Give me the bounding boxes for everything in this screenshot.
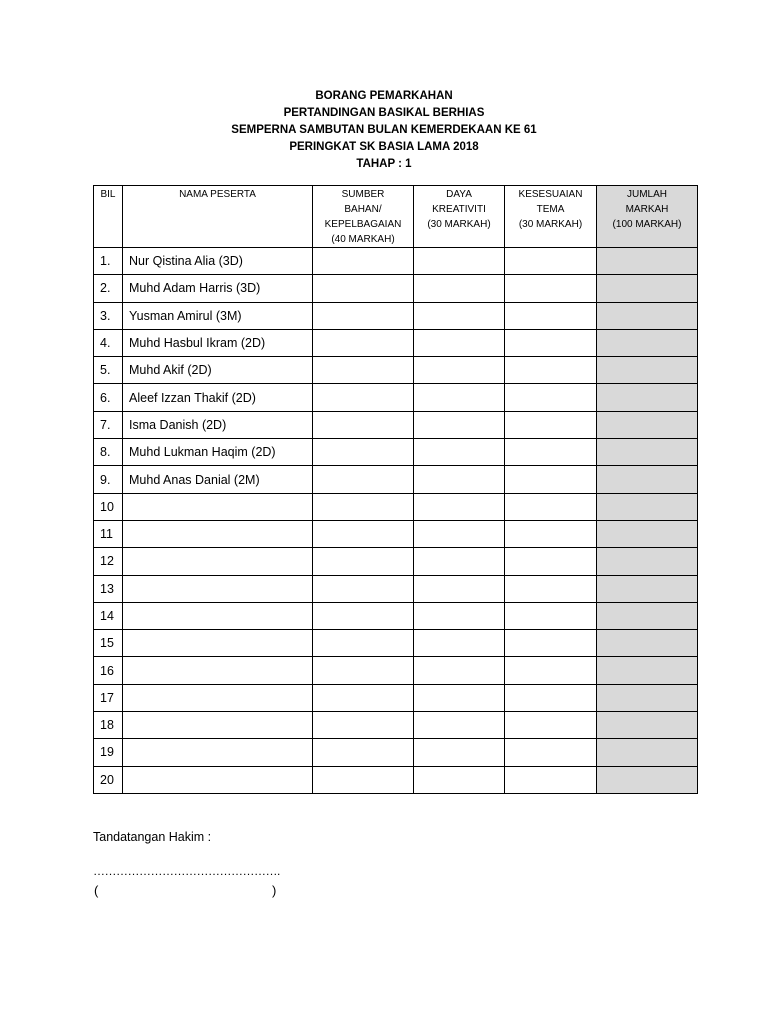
tahap: TAHAP : 1 (356, 158, 412, 170)
row-number: 8. (94, 439, 123, 466)
score-daya-cell (414, 411, 505, 438)
row-number: 7. (94, 411, 123, 438)
table-row (94, 357, 698, 384)
table-header-row (94, 186, 698, 248)
score-sumber-cell (313, 684, 414, 711)
participant-name: Aleef Izzan Thakif (2D) (123, 384, 313, 411)
scoring-table (93, 185, 698, 794)
table-row (94, 602, 698, 629)
row-number: 16 (94, 657, 123, 684)
score-kesesuaian-cell (505, 602, 597, 629)
row-number: 13 (94, 575, 123, 602)
competition-name: PERTANDINGAN BASIKAL BERHIAS (283, 107, 485, 119)
score-jumlah-cell (597, 739, 698, 766)
participant-name: Muhd Lukman Haqim (2D) (123, 439, 313, 466)
score-daya-cell (414, 657, 505, 684)
score-jumlah-cell (597, 439, 698, 466)
score-sumber-cell (313, 493, 414, 520)
participant-name (123, 657, 313, 684)
level: PERINGKAT SK BASIA LAMA 2018 (289, 141, 479, 153)
score-jumlah-cell (597, 357, 698, 384)
table-row (94, 384, 698, 411)
row-number: 9. (94, 466, 123, 493)
score-sumber-cell (313, 548, 414, 575)
score-kesesuaian-cell (505, 657, 597, 684)
table-row (94, 275, 698, 302)
score-jumlah-cell (597, 602, 698, 629)
score-sumber-cell (313, 384, 414, 411)
row-number: 18 (94, 712, 123, 739)
col-header-kesesuaian: KESESUAIAN TEMA (30 MARKAH) (505, 186, 597, 248)
score-daya-cell (414, 357, 505, 384)
score-kesesuaian-cell (505, 766, 597, 793)
score-jumlah-cell (597, 520, 698, 547)
row-number: 3. (94, 302, 123, 329)
table-row (94, 411, 698, 438)
participant-name (123, 712, 313, 739)
table-row (94, 493, 698, 520)
col-header-sumber: SUMBER BAHAN/ KEPELBAGAIAN (40 MARKAH) (313, 186, 414, 248)
score-sumber-cell (313, 575, 414, 602)
participant-name (123, 575, 313, 602)
score-daya-cell (414, 248, 505, 275)
score-jumlah-cell (597, 384, 698, 411)
score-daya-cell (414, 384, 505, 411)
col-header-daya: DAYA KREATIVITI (30 MARKAH) (414, 186, 505, 248)
participant-name (123, 766, 313, 793)
form-header (0, 88, 768, 173)
score-kesesuaian-cell (505, 684, 597, 711)
score-kesesuaian-cell (505, 439, 597, 466)
participant-name: Muhd Hasbul Ikram (2D) (123, 329, 313, 356)
occasion: SEMPERNA SAMBUTAN BULAN KEMERDEKAAN KE 61 (231, 124, 537, 136)
participant-name (123, 602, 313, 629)
score-daya-cell (414, 302, 505, 329)
table-row (94, 520, 698, 547)
name-paren-open: ( (94, 883, 99, 898)
score-sumber-cell (313, 466, 414, 493)
participant-name (123, 520, 313, 547)
score-daya-cell (414, 630, 505, 657)
score-jumlah-cell (597, 466, 698, 493)
score-jumlah-cell (597, 302, 698, 329)
table-row (94, 248, 698, 275)
score-daya-cell (414, 739, 505, 766)
score-kesesuaian-cell (505, 357, 597, 384)
score-daya-cell (414, 575, 505, 602)
score-sumber-cell (313, 329, 414, 356)
table-row (94, 739, 698, 766)
row-number: 5. (94, 357, 123, 384)
score-kesesuaian-cell (505, 493, 597, 520)
row-number: 11 (94, 520, 123, 547)
score-daya-cell (414, 684, 505, 711)
row-number: 20 (94, 766, 123, 793)
score-kesesuaian-cell (505, 630, 597, 657)
score-daya-cell (414, 275, 505, 302)
col-header-jumlah: JUMLAH MARKAH (100 MARKAH) (597, 186, 698, 248)
table-row (94, 466, 698, 493)
score-kesesuaian-cell (505, 712, 597, 739)
score-jumlah-cell (597, 766, 698, 793)
score-jumlah-cell (597, 493, 698, 520)
signature-line: …………………………………………. (93, 864, 280, 878)
table-row (94, 329, 698, 356)
row-number: 2. (94, 275, 123, 302)
score-sumber-cell (313, 766, 414, 793)
score-kesesuaian-cell (505, 275, 597, 302)
table-row (94, 657, 698, 684)
row-number: 4. (94, 329, 123, 356)
name-paren-close: ) (272, 883, 277, 898)
score-sumber-cell (313, 739, 414, 766)
participant-name (123, 739, 313, 766)
row-number: 12 (94, 548, 123, 575)
participant-name: Isma Danish (2D) (123, 411, 313, 438)
score-sumber-cell (313, 357, 414, 384)
score-sumber-cell (313, 630, 414, 657)
table-row (94, 548, 698, 575)
row-number: 14 (94, 602, 123, 629)
score-jumlah-cell (597, 275, 698, 302)
participant-name: Nur Qistina Alia (3D) (123, 248, 313, 275)
row-number: 19 (94, 739, 123, 766)
participant-name: Muhd Anas Danial (2M) (123, 466, 313, 493)
score-daya-cell (414, 548, 505, 575)
score-kesesuaian-cell (505, 384, 597, 411)
score-kesesuaian-cell (505, 302, 597, 329)
score-kesesuaian-cell (505, 411, 597, 438)
score-sumber-cell (313, 411, 414, 438)
row-number: 1. (94, 248, 123, 275)
participant-name (123, 684, 313, 711)
score-daya-cell (414, 520, 505, 547)
score-sumber-cell (313, 602, 414, 629)
table-row (94, 766, 698, 793)
table-row (94, 684, 698, 711)
participant-name (123, 630, 313, 657)
score-jumlah-cell (597, 411, 698, 438)
score-sumber-cell (313, 275, 414, 302)
participant-name (123, 493, 313, 520)
participant-name: Muhd Akif (2D) (123, 357, 313, 384)
score-kesesuaian-cell (505, 466, 597, 493)
score-jumlah-cell (597, 548, 698, 575)
score-sumber-cell (313, 657, 414, 684)
score-daya-cell (414, 466, 505, 493)
table-row (94, 439, 698, 466)
score-sumber-cell (313, 302, 414, 329)
score-daya-cell (414, 329, 505, 356)
score-daya-cell (414, 766, 505, 793)
score-daya-cell (414, 493, 505, 520)
score-daya-cell (414, 602, 505, 629)
form-title: BORANG PEMARKAHAN (315, 90, 453, 102)
score-jumlah-cell (597, 575, 698, 602)
score-sumber-cell (313, 712, 414, 739)
score-jumlah-cell (597, 712, 698, 739)
table-row (94, 575, 698, 602)
participant-name: Muhd Adam Harris (3D) (123, 275, 313, 302)
score-sumber-cell (313, 248, 414, 275)
table-row (94, 712, 698, 739)
score-kesesuaian-cell (505, 520, 597, 547)
row-number: 17 (94, 684, 123, 711)
score-kesesuaian-cell (505, 575, 597, 602)
row-number: 6. (94, 384, 123, 411)
score-kesesuaian-cell (505, 248, 597, 275)
score-jumlah-cell (597, 684, 698, 711)
score-kesesuaian-cell (505, 548, 597, 575)
score-jumlah-cell (597, 657, 698, 684)
score-daya-cell (414, 439, 505, 466)
score-jumlah-cell (597, 248, 698, 275)
score-daya-cell (414, 712, 505, 739)
score-kesesuaian-cell (505, 739, 597, 766)
row-number: 10 (94, 493, 123, 520)
table-row (94, 302, 698, 329)
score-jumlah-cell (597, 630, 698, 657)
score-jumlah-cell (597, 329, 698, 356)
participant-name (123, 548, 313, 575)
row-number: 15 (94, 630, 123, 657)
score-sumber-cell (313, 439, 414, 466)
participant-name: Yusman Amirul (3M) (123, 302, 313, 329)
signature-label: Tandatangan Hakim : (93, 830, 212, 844)
table-row (94, 630, 698, 657)
score-sumber-cell (313, 520, 414, 547)
col-header-nama: NAMA PESERTA (123, 186, 313, 248)
col-header-bil: BIL (94, 186, 123, 248)
score-kesesuaian-cell (505, 329, 597, 356)
